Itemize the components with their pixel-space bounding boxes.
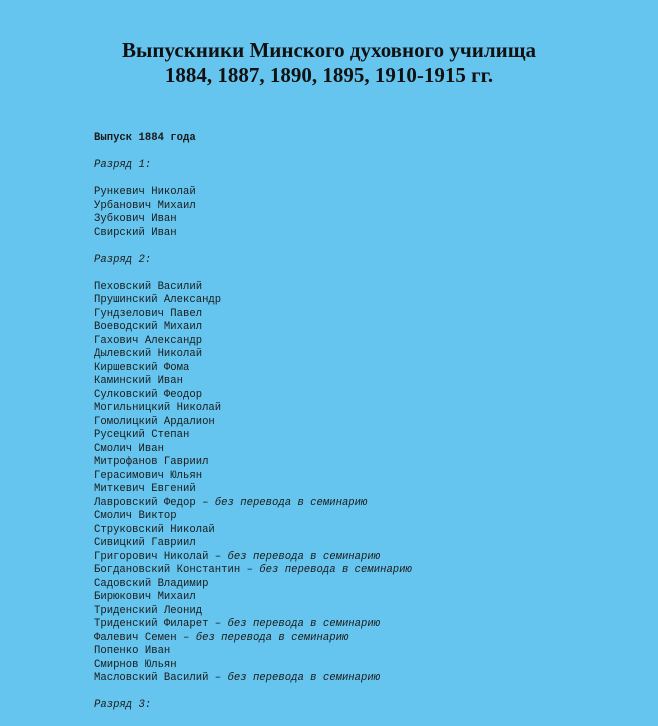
list-item xyxy=(94,348,634,362)
list-item xyxy=(94,551,634,565)
list-item xyxy=(94,402,634,416)
list-item xyxy=(94,281,634,295)
list-item xyxy=(94,605,634,619)
section-year-heading: Выпуск 1884 года xyxy=(94,132,634,146)
person-name: Дылевский Николай xyxy=(94,348,202,360)
person-note: без перевода в семинарию xyxy=(228,618,381,630)
note-separator: – xyxy=(196,497,215,509)
note-separator: – xyxy=(208,672,227,684)
page-title xyxy=(0,38,658,88)
person-name: Сивицкий Гавриил xyxy=(94,537,196,549)
person-name: Смолич Иван xyxy=(94,443,164,455)
note-separator: – xyxy=(208,551,227,563)
list-item xyxy=(94,375,634,389)
list-item xyxy=(94,200,634,214)
list-item xyxy=(94,510,634,524)
person-name: Урбанович Михаил xyxy=(94,200,196,212)
list-item xyxy=(94,524,634,538)
note-separator: – xyxy=(208,618,227,630)
list-item xyxy=(94,213,634,227)
person-name: Миткевич Евгений xyxy=(94,483,196,495)
list-item xyxy=(94,335,634,349)
person-note: без перевода в семинарию xyxy=(196,632,349,644)
person-name: Бирюкович Михаил xyxy=(94,591,196,603)
list-item xyxy=(94,470,634,484)
list-item xyxy=(94,537,634,551)
person-name: Струковский Николай xyxy=(94,524,215,536)
list-item xyxy=(94,443,634,457)
note-separator: – xyxy=(177,632,196,644)
person-name: Зубкович Иван xyxy=(94,213,177,225)
person-name: Масловский Василий xyxy=(94,672,208,684)
person-name: Смирнов Юльян xyxy=(94,659,177,671)
list-item xyxy=(94,321,634,335)
person-name: Лавровский Федор xyxy=(94,497,196,509)
person-name: Фалевич Семен xyxy=(94,632,177,644)
person-name: Садовский Владимир xyxy=(94,578,208,590)
spacer xyxy=(94,686,634,700)
person-name: Смолич Виктор xyxy=(94,510,177,522)
list-item xyxy=(94,483,634,497)
person-name: Гундзелович Павел xyxy=(94,308,202,320)
spacer xyxy=(94,240,634,254)
list-item xyxy=(94,416,634,430)
list-item xyxy=(94,632,634,646)
list-item xyxy=(94,578,634,592)
list-item xyxy=(94,672,634,686)
list-item xyxy=(94,389,634,403)
person-name: Сулковский Феодор xyxy=(94,389,202,401)
list-item xyxy=(94,308,634,322)
spacer xyxy=(94,267,634,281)
spacer xyxy=(94,173,634,187)
person-name: Воеводский Михаил xyxy=(94,321,202,333)
person-name: Триденский Филарет xyxy=(94,618,208,630)
list-item xyxy=(94,186,634,200)
page-title-line-1: Выпускники Минского духовного училища xyxy=(0,38,658,63)
person-name: Русецкий Степан xyxy=(94,429,189,441)
list-item xyxy=(94,659,634,673)
person-name: Митрофанов Гавриил xyxy=(94,456,208,468)
person-note: без перевода в семинарию xyxy=(228,551,381,563)
list-item xyxy=(94,618,634,632)
person-name: Рункевич Николай xyxy=(94,186,196,198)
list-item xyxy=(94,429,634,443)
list-item xyxy=(94,497,634,511)
list-item xyxy=(94,564,634,578)
category-heading: Разряд 1: xyxy=(94,159,634,173)
page-title-line-2: 1884, 1887, 1890, 1895, 1910-1915 гг. xyxy=(0,63,658,88)
person-name: Каминский Иван xyxy=(94,375,183,387)
person-note: без перевода в семинарию xyxy=(259,564,412,576)
person-name: Могильницкий Николай xyxy=(94,402,221,414)
list-item xyxy=(94,645,634,659)
list-item xyxy=(94,362,634,376)
category-heading: Разряд 2: xyxy=(94,254,634,268)
list-item xyxy=(94,227,634,241)
list-item xyxy=(94,294,634,308)
category-heading: Разряд 3: xyxy=(94,699,634,713)
person-name: Гомолицкий Ардалион xyxy=(94,416,215,428)
person-note: без перевода в семинарию xyxy=(215,497,368,509)
list-item xyxy=(94,591,634,605)
person-name: Григорович Николай xyxy=(94,551,208,563)
person-name: Киршевский Фома xyxy=(94,362,189,374)
person-name: Триденский Леонид xyxy=(94,605,202,617)
graduates-list xyxy=(94,132,634,726)
person-name: Свирский Иван xyxy=(94,227,177,239)
person-note: без перевода в семинарию xyxy=(228,672,381,684)
spacer xyxy=(94,713,634,726)
person-name: Герасимович Юльян xyxy=(94,470,202,482)
person-name: Пеховский Василий xyxy=(94,281,202,293)
person-name: Богдановский Константин xyxy=(94,564,240,576)
person-name: Прушинский Александр xyxy=(94,294,221,306)
list-item xyxy=(94,456,634,470)
person-name: Гахович Александр xyxy=(94,335,202,347)
note-separator: – xyxy=(240,564,259,576)
spacer xyxy=(94,146,634,160)
person-name: Попенко Иван xyxy=(94,645,170,657)
